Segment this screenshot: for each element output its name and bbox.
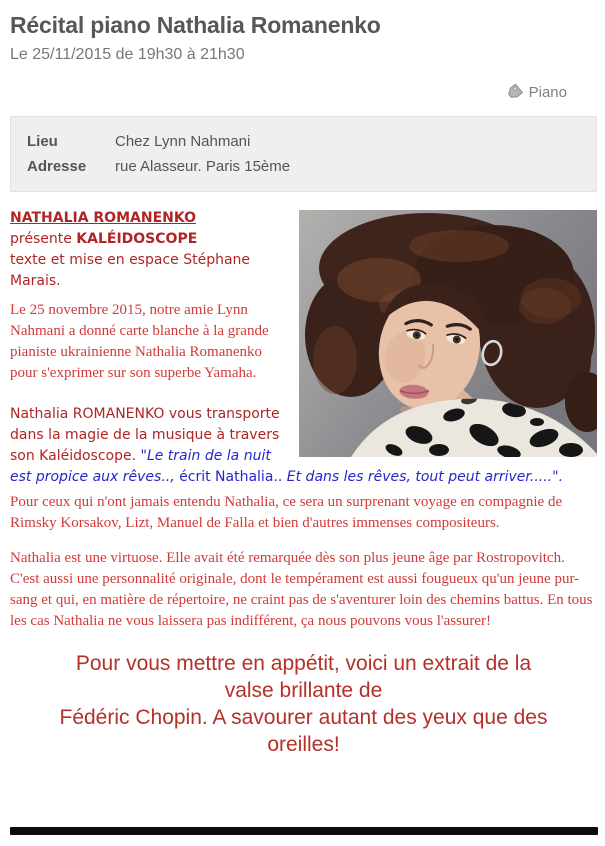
quote-italic-2: Et dans les rêves, tout peut arriver.....".	[286, 469, 564, 485]
closing-line-2: valse brillante de	[224, 679, 383, 702]
info-label-adresse: Adresse	[27, 158, 87, 175]
paragraph-carte-blanche: Le 25 novembre 2015, notre amie Lynn Nahmani a donné carte blanche à la grande pianiste ukrainienne Nathalia Romanenko pour s'exprimer sur son superbe Yamaha.	[10, 302, 269, 381]
tag-icon	[506, 84, 523, 101]
info-row-lieu	[27, 129, 580, 154]
info-value-lieu: Chez Lynn Nahmani	[115, 133, 251, 150]
quote-italic-1: "Le train de la nuit est propice aux rêves..,	[10, 448, 271, 485]
info-label-lieu: Lieu	[27, 133, 58, 150]
quote-plain: écrit Nathalia..	[174, 469, 287, 485]
info-value-adresse: rue Alasseur. Paris 15ème	[115, 158, 291, 175]
category-tag[interactable]	[10, 84, 567, 101]
closing-line-1: Pour vous mettre en appétit, voici un extrait de la	[75, 652, 532, 675]
paragraph-voyage: Pour ceux qui n'ont jamais entendu Nathalia, ce sera un surprenant voyage en compagnie de Rimsky Korsakov, Lizt, Manuel de Falla et bien d'autres immenses compositeurs.	[10, 494, 563, 531]
portrait-photo	[299, 210, 597, 457]
closing-line-4: oreilles!	[267, 733, 340, 756]
page-title: Récital piano Nathalia Romanenko	[10, 12, 381, 38]
paragraph-virtuose: Nathalia est une virtuose. Elle avait été remarquée dès son plus jeune âge par Rostropovitch. C'est aussi une personnalité originale, dont le tempérament est aussi fougueux qu'un jeune pur-sang et qui, en matière de répertoire, ne craint pas de s'aventurer loin des chemins battus. En tous les cas Nathalia ne vous laissera pas indifférent, ça nous pouvons vous l'assurer!	[10, 550, 593, 629]
closing-line-3: Fédéric Chopin. A savourer autant des yeux que des	[59, 706, 548, 729]
video-embed-top-edge[interactable]	[10, 827, 598, 835]
info-row-adresse	[27, 154, 580, 179]
event-date: Le 25/11/2015 de 19h30 à 21h30	[10, 46, 245, 63]
info-box	[10, 116, 597, 192]
article-body	[10, 208, 597, 758]
transporte-text: Nathalia ROMANENKO vous transporte dans la magie de la musique à travers son Kaléidoscope.	[10, 406, 280, 464]
mise-en-espace-line: texte et mise en espace Stéphane Marais.	[10, 252, 251, 289]
nathalia-romanenko-link[interactable]: NATHALIA ROMANENKO	[10, 210, 196, 226]
kaleidoscope-title: KALÉIDOSCOPE	[76, 231, 198, 247]
tag-label[interactable]: Piano	[528, 84, 567, 101]
closing-invitation	[10, 650, 597, 758]
presente-line: présente KALÉIDOSCOPE	[10, 231, 198, 247]
